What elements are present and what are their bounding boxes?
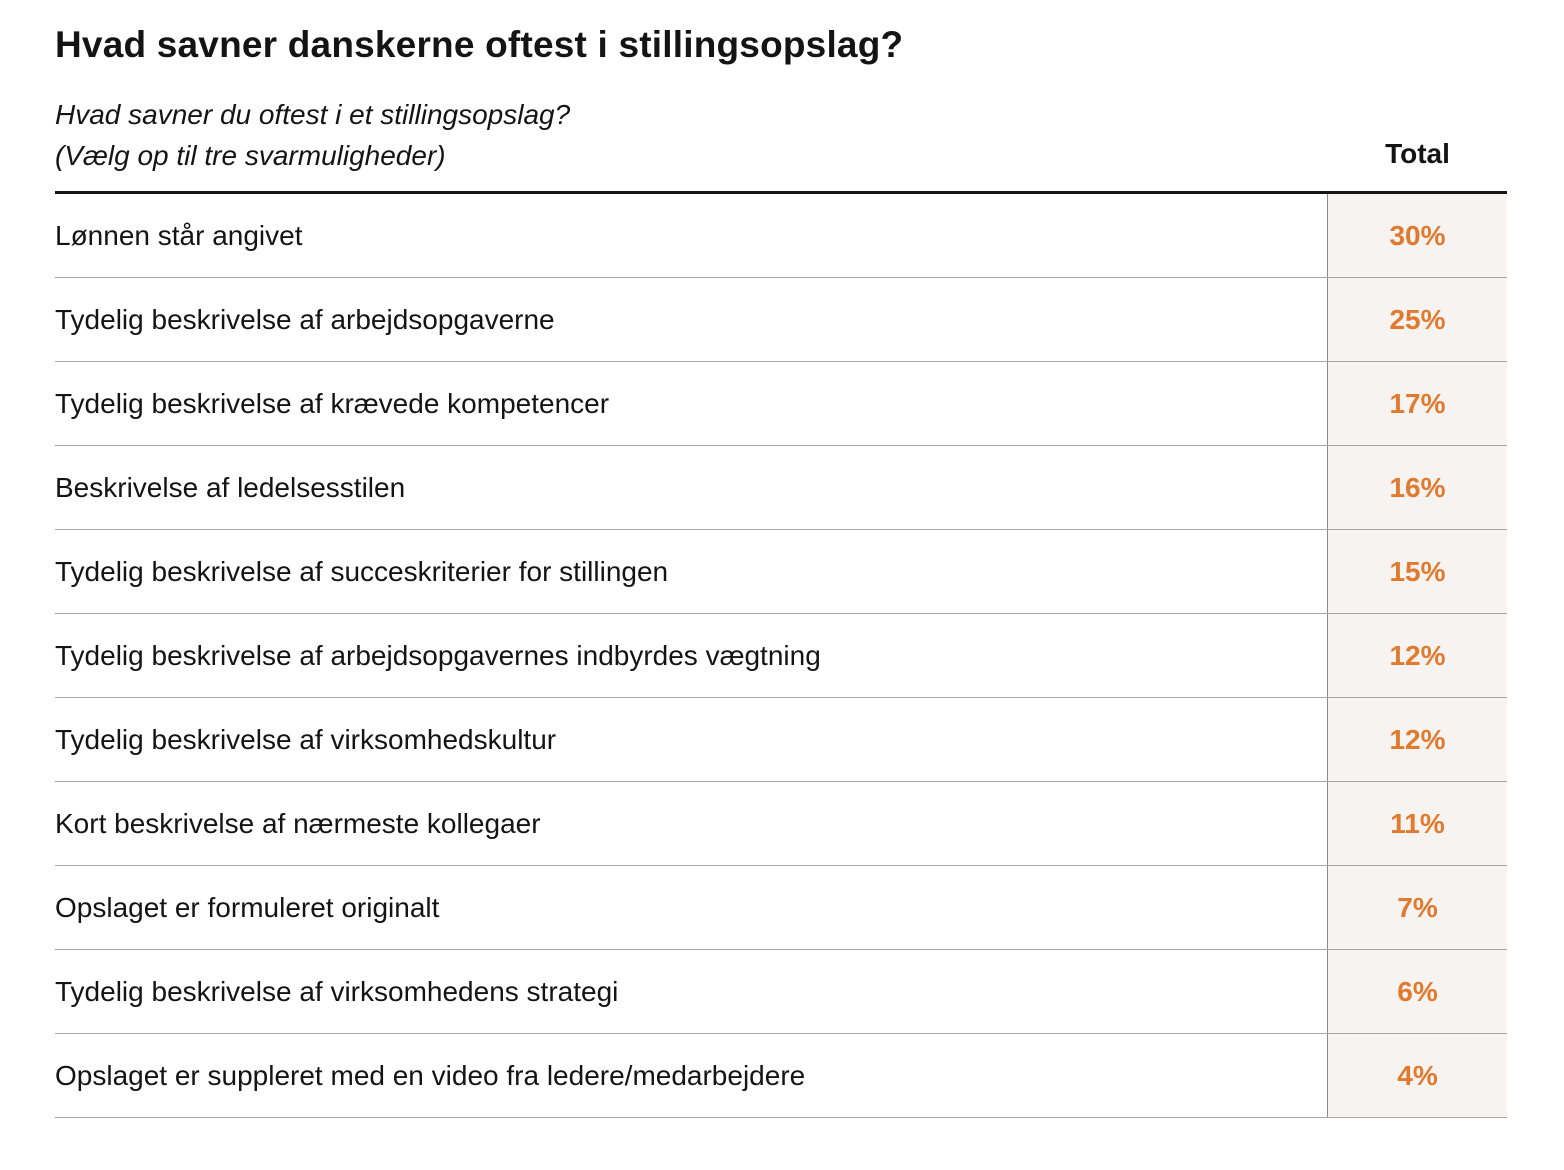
- table-row: [55, 614, 1507, 698]
- row-label: Tydelig beskrivelse af krævede kompetencer: [55, 388, 610, 419]
- row-label: Kort beskrivelse af nærmeste kollegaer: [55, 808, 541, 839]
- table-row: [55, 698, 1507, 782]
- row-value: 4%: [1397, 1060, 1438, 1091]
- row-label: Opslaget er suppleret med en video fra ledere/medarbejdere: [55, 1060, 806, 1091]
- row-value: 16%: [1389, 472, 1446, 503]
- table-row: [55, 950, 1507, 1034]
- row-value: 25%: [1389, 304, 1446, 335]
- row-label: Tydelig beskrivelse af arbejdsopgaverne: [55, 304, 555, 335]
- row-label: Opslaget er formuleret originalt: [55, 892, 440, 923]
- table-row: [55, 866, 1507, 950]
- table-row: [55, 362, 1507, 446]
- table-body: [55, 194, 1507, 1118]
- row-value: 11%: [1390, 808, 1445, 839]
- row-value: 30%: [1389, 220, 1446, 251]
- row-label: Beskrivelse af ledelsesstilen: [55, 472, 406, 503]
- row-value: 17%: [1389, 388, 1446, 419]
- row-label: Tydelig beskrivelse af virksomhedskultur: [55, 724, 557, 755]
- column-header-total: Total: [1385, 138, 1450, 169]
- row-value: 12%: [1389, 640, 1446, 671]
- row-value: 7%: [1397, 892, 1438, 923]
- row-label: Tydelig beskrivelse af succeskriterier for stillingen: [55, 556, 669, 587]
- row-value: 15%: [1389, 556, 1446, 587]
- row-label: Lønnen står angivet: [55, 220, 303, 251]
- table-row: [55, 446, 1507, 530]
- row-label: Tydelig beskrivelse af virksomhedens strategi: [55, 976, 619, 1007]
- row-value: 6%: [1397, 976, 1438, 1007]
- chart-title: Hvad savner danskerne oftest i stillingsopslag?: [55, 24, 904, 65]
- table-row: [55, 278, 1507, 362]
- table-row: [55, 194, 1507, 278]
- subtitle-line: (Vælg op til tre svarmuligheder): [55, 140, 446, 171]
- subtitle-line: Hvad savner du oftest i et stillingsopslag?: [55, 99, 571, 130]
- question-subtitle: [55, 94, 570, 176]
- table-row: [55, 1034, 1507, 1118]
- table-row: [55, 530, 1507, 614]
- row-label: Tydelig beskrivelse af arbejdsopgavernes indbyrdes vægtning: [55, 640, 821, 671]
- row-value: 12%: [1389, 724, 1446, 755]
- table-row: [55, 782, 1507, 866]
